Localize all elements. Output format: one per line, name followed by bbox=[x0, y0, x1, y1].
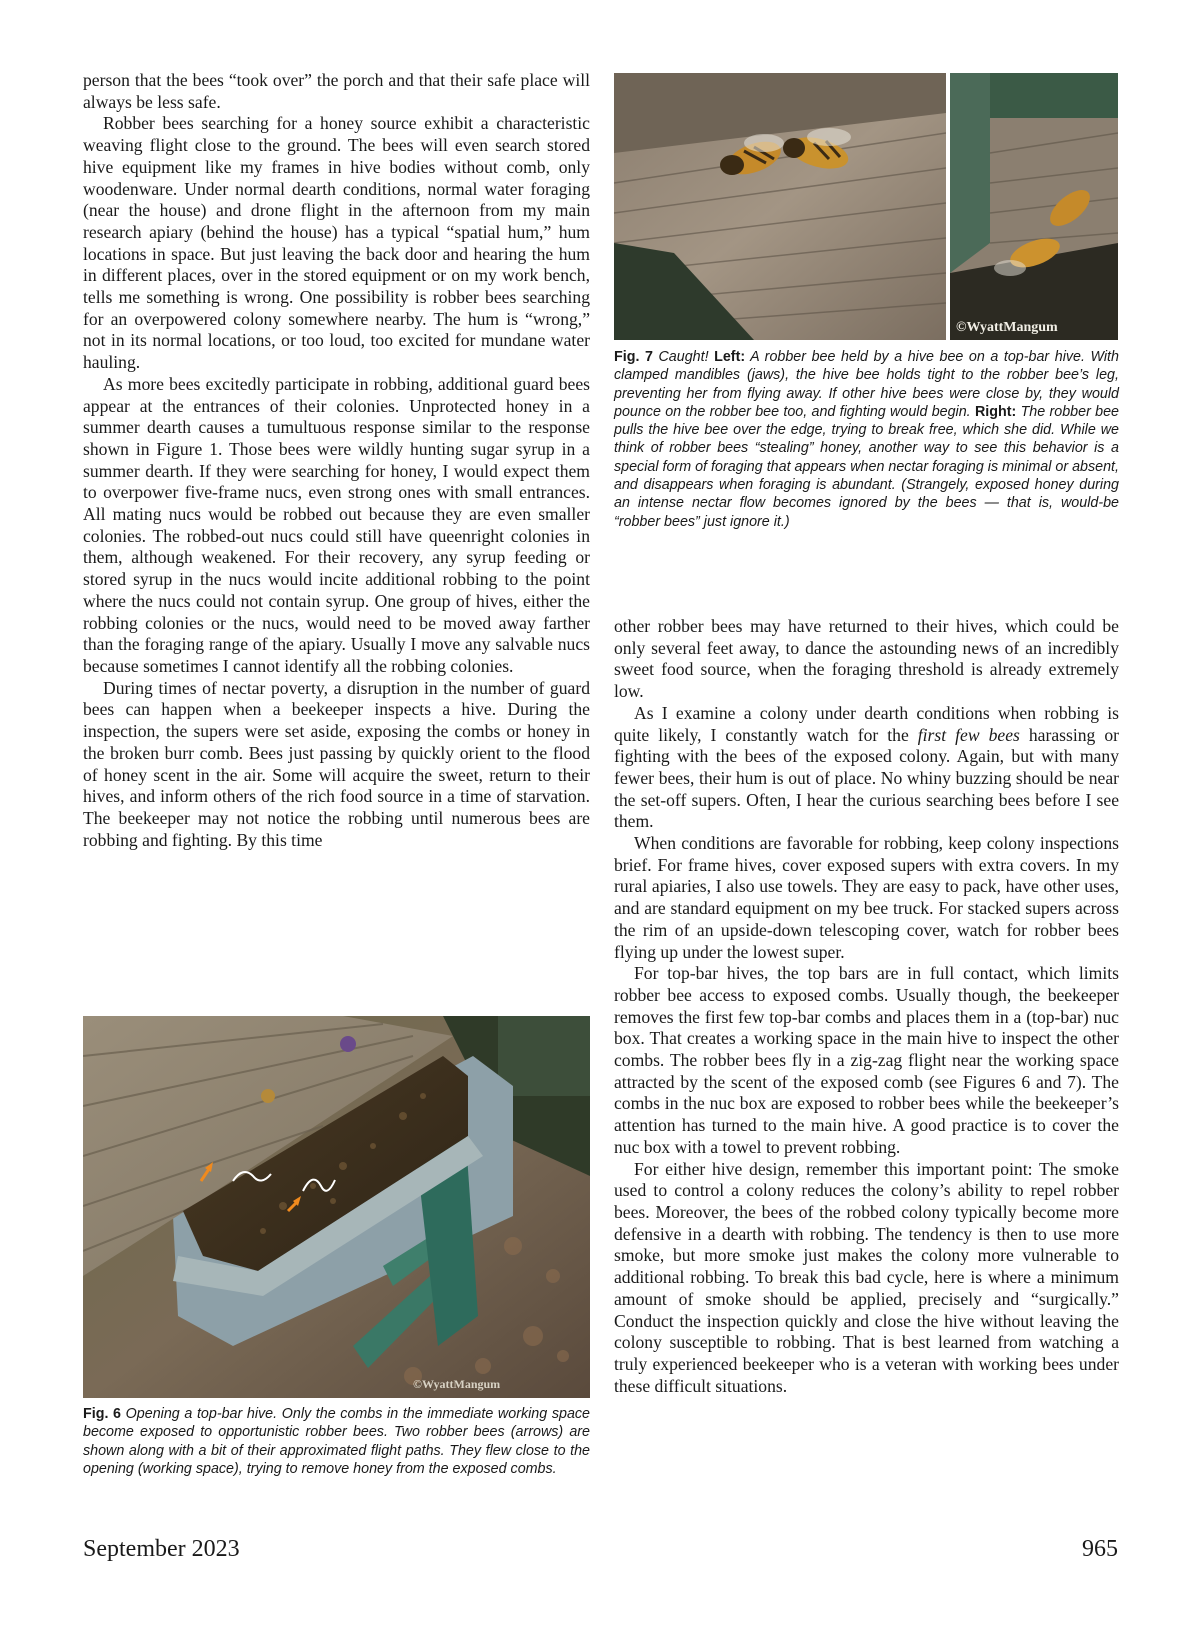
body-paragraph: As more bees excitedly participate in robbing, additional guard bees appear at the entrances of their colonies. Unprotected honey in a summer dearth causes a tumultuous response similar to the response shown in Figure 1. Those bees were wildly hunting sugar syrup in a summer dearth. If they were searching for honey, I would expect them to overpower five-frame nucs, even strong ones with small entrances. All mating nucs would be robbed out because they are even smaller colonies. The robbed-out nucs could still have queenright colonies in them, although weakened. For their recovery, any syrup feeding or stored syrup in the nucs would incite additional robbing to the point where the nucs could not contain syrup. One group of hives, either the robbing colonies or the nucs, would need to be moved away farther than the foraging range of the apiary. Usually I move any salvable nucs because sometimes I cannot identify all the robbing colonies. bbox=[83, 373, 590, 676]
figure7-right-text: The robber bee pulls the hive bee over the edge, trying to break free, which she did. While we think of robber bees “stealing” honey, another way to see this behavior is a special form of foraging that appears when nectar foraging is minimal or absent, and disappears when foraging is abundant. (Strangely, exposed honey during an intense nectar flow becomes ignored by the bees — that is, would-be “robber bees” just ignore it.) bbox=[614, 403, 1119, 530]
figure6-caption bbox=[83, 1405, 590, 1478]
body-paragraph: person that the bees “took over” the porch and that their safe place will always be less safe. bbox=[83, 70, 590, 112]
emphasis-text: first few bees bbox=[917, 724, 1020, 745]
figure6-photo bbox=[83, 1016, 590, 1398]
body-paragraph: other robber bees may have returned to their hives, which could be only several feet away, to dance the astounding news of an incredibly sweet food source, when the foraging threshold is already extremely low. bbox=[614, 616, 1119, 702]
figure7-caption bbox=[614, 348, 1119, 531]
body-text-span: As I examine a colony under dearth conditions when robbing is quite likely, I constantly watch for the bbox=[614, 702, 1119, 745]
figure7-title: Caught! bbox=[658, 349, 709, 365]
figure7-photo-left bbox=[614, 73, 946, 340]
page-number: 965 bbox=[1082, 1536, 1118, 1562]
body-paragraph: During times of nectar poverty, a disruption in the number of guard bees can happen when a beekeeper inspects a hive. During the inspection, the supers were set aside, exposing the combs or honey in the broken burr comb. Bees just passing by quickly orient to the flood of honey scent in the air. Some will acquire the sweet, return to their hives, and inform others of the rich food source in a time of starvation. The beekeeper may not notice the robbing until numerous bees are robbing and fighting. By this time bbox=[83, 677, 590, 850]
body-paragraph: For either hive design, remember this important point: The smoke used to control a colony reduces the colony’s ability to repel robber bees. Moreover, the bees of the robbed colony typically become more defensive in a dearth with robbing. The tendency is then to use more smoke, but more smoke just makes the colony more vulnerable to additional robbing. To break this bad cycle, here is where a minimum amount of smoke should be applied, precisely and “surgically.” Conduct the inspection quickly and close the hive without leaving the colony susceptible to robbing. That is best learned from watching a truly experienced beekeeper who is a veteran with working bees under these difficult situations. bbox=[614, 1158, 1119, 1396]
figure7-left-label: Left: bbox=[714, 349, 746, 365]
body-paragraph: Robber bees searching for a honey source exhibit a characteristic weaving flight close to the ground. The bees will even search stored hive equipment like my frames in hive bodies without comb, only woodenware. Under normal dearth conditions, normal water foraging (near the house) and drone flight in the afternoon from my main research apiary (behind the house) has a typical “spatial hum,” hum locations in space. But just leaving the back door and hearing the hum in different places, over in the stored equipment or on my work bench, tells me something is wrong. One possibility is robber bees searching for an overpowered colony somewhere nearby. The hum is “wrong,” not in its normal locations, or too loud, too excited for mundane water hauling. bbox=[83, 113, 590, 373]
figure6-caption-text: Opening a top-bar hive. Only the combs in the immediate working space become exposed to opportunistic robber bees. Two robber bees (arrows) are shown along with a bit of their approximated flight paths. They flew close to the opening (working space), trying to remove honey from the exposed combs. bbox=[83, 1406, 590, 1477]
body-paragraph: For top-bar hives, the top bars are in full contact, which limits robber bee access to exposed combs. Usually though, the beekeeper removes the first few top-bar combs and places them in a (top-bar) nuc box. That creates a working space in the main hive to inspect the other combs. The robber bees fly in a zig-zag flight near the working space attracted by the scent of the exposed comb (see Figures 6 and 7). The combs in the nuc box are exposed to robber bees while the beekeeper’s attention has turned to the main hive. A good practice is to cover the nuc box with a towel to prevent robbing. bbox=[614, 963, 1119, 1157]
figure7-left-text: A robber bee held by a hive bee on a top-bar hive. With clamped mandibles (jaws), the hive bee holds tight to the robber bee’s leg, preventing her from flying away. If other hive bees were close by, they would pounce on the robber bee too, and fighting would begin. bbox=[614, 349, 1119, 420]
left-column-text bbox=[83, 70, 590, 851]
body-paragraph bbox=[614, 703, 1119, 833]
figure6-label: Fig. 6 bbox=[83, 1406, 122, 1422]
right-column-text bbox=[614, 616, 1119, 1397]
figure7-photo-right bbox=[950, 73, 1118, 340]
figure7-watermark: ©WyattMangum bbox=[956, 320, 1058, 335]
figure7-right-label: Right: bbox=[974, 403, 1017, 420]
figure7-label: Fig. 7 bbox=[614, 349, 653, 365]
figure6-watermark: ©WyattMangum bbox=[413, 1377, 501, 1391]
body-paragraph: When conditions are favorable for robbing, keep colony inspections brief. For frame hives, cover exposed supers with extra covers. In my rural apiaries, I also use towels. They are easy to pack, have other uses, and are standard equipment on my bee truck. For stacked supers across the rim of an upside-down telescoping cover, watch for robber bees flying up under the lowest super. bbox=[614, 833, 1119, 962]
footer-date: September 2023 bbox=[83, 1536, 240, 1562]
body-text-span: harassing or fighting with the bees of the exposed colony. Again, but with many fewer bees, their hum is out of place. No whiny buzzing should be near the set-off supers. Often, I hear the curious searching bees before I see them. bbox=[614, 724, 1119, 832]
